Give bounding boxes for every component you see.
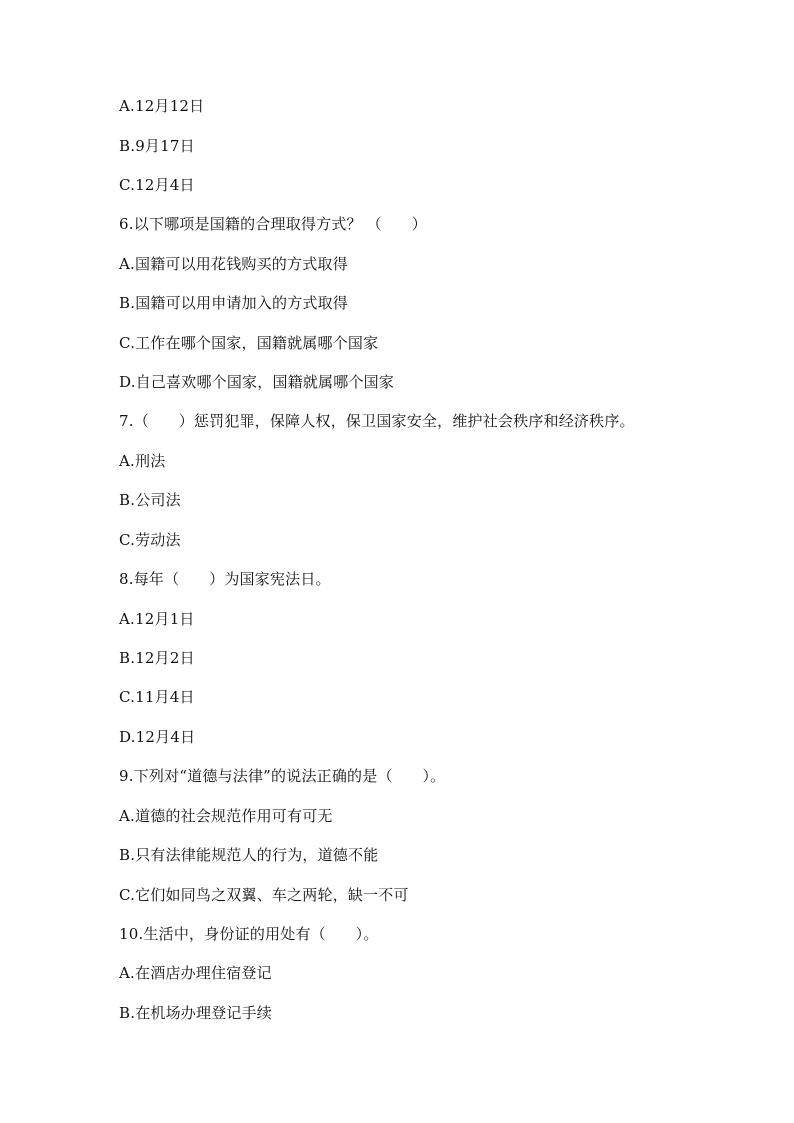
q9-option-a: A.道德的社会规范作用可有可无: [119, 807, 333, 825]
q5-option-c: C.12月4日: [119, 176, 195, 194]
q6-option-c: C.工作在哪个国家，国籍就属哪个国家: [119, 334, 379, 352]
q9-option-c: C.它们如同鸟之双翼、车之两轮，缺一不可: [119, 886, 409, 904]
q8-option-c: C.11月4日: [119, 688, 195, 706]
q10-question: 10.生活中，身份证的用处有（ ）。: [119, 925, 379, 943]
q7-option-c: C.劳动法: [119, 531, 181, 549]
q6-question: 6.以下哪项是国籍的合理取得方式？ （ ）: [119, 215, 427, 233]
q6-option-b: B.国籍可以用申请加入的方式取得: [119, 294, 348, 312]
q6-option-d: D.自己喜欢哪个国家，国籍就属哪个国家: [119, 373, 395, 391]
q8-option-a: A.12月1日: [119, 610, 195, 628]
q8-option-b: B.12月2日: [119, 649, 195, 667]
q8-question: 8.每年（ ）为国家宪法日。: [119, 570, 331, 588]
q7-option-b: B.公司法: [119, 491, 181, 509]
q7-option-a: A.刑法: [119, 452, 166, 470]
q9-question: 9.下列对“道德与法律”的说法正确的是（ ）。: [119, 767, 446, 785]
q10-option-b: B.在机场办理登记手续: [119, 1004, 272, 1022]
q7-question: 7.（ ）惩罚犯罪，保障人权，保卫国家安全，维护社会秩序和经济秩序。: [119, 412, 635, 430]
q5-option-b: B.9月17日: [119, 137, 195, 155]
q9-option-b: B.只有法律能规范人的行为，道德不能: [119, 846, 379, 864]
q10-option-a: A.在酒店办理住宿登记: [119, 964, 272, 982]
q6-option-a: A.国籍可以用花钱购买的方式取得: [119, 255, 348, 273]
q5-option-a: A.12月12日: [119, 97, 205, 115]
q8-option-d: D.12月4日: [119, 728, 196, 746]
